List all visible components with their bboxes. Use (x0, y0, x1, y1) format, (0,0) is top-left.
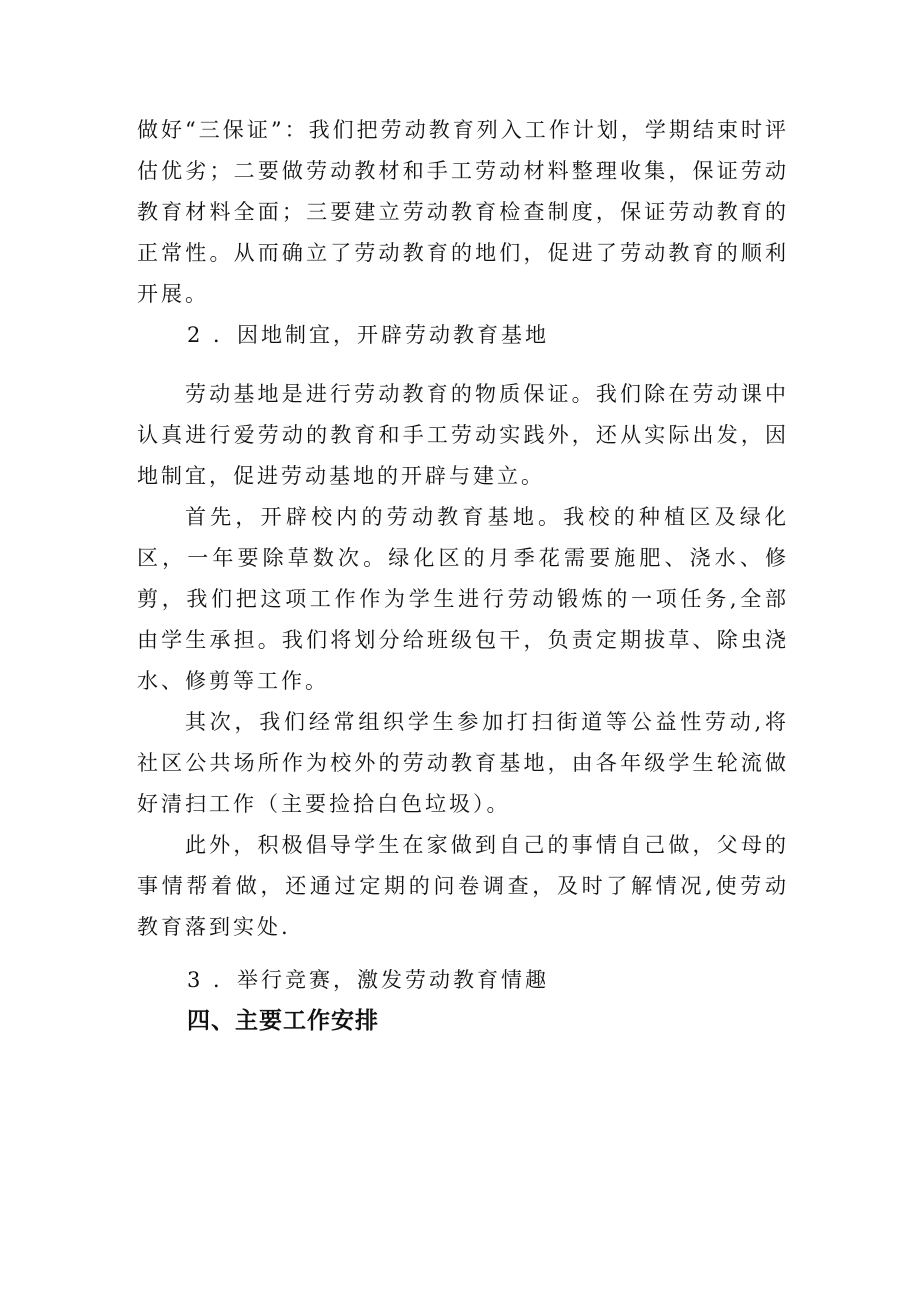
paragraph-first: 首先，开辟校内的劳动教育基地。我校的种植区及绿化区，一年要除草数次。绿化区的月季花需要施肥、浇水、修剪，我们把这项工作作为学生进行劳动锻炼的一项任务,全部由学生承担。我们将划分给班级包干，负责定期拔草、除虫浇水、修剪等工作。 (137, 505, 789, 693)
paragraph-labor-base: 劳动基地是进行劳动教育的物质保证。我们除在劳动课中认真进行爱劳动的教育和手工劳动实践外，还从实际出发，因地制宜，促进劳动基地的开辟与建立。 (137, 382, 789, 488)
paragraph-additionally: 此外，积极倡导学生在家做到自己的事情自己做，父母的事情帮着做，还通过定期的问卷调查，及时了解情况,使劳动教育落到实处. (137, 833, 789, 939)
section-heading: 四、主要工作安排 (187, 1008, 379, 1034)
item-heading-2: 2 ．因地制宜，开辟劳动教育基地 (187, 323, 550, 347)
item-heading-3: 3 ．举行竞赛，激发劳动教育情趣 (187, 968, 550, 992)
document-body (137, 110, 789, 1042)
paragraph-three-guarantees: 做好“三保证”：我们把劳动教育列入工作计划，学期结束时评估优劣；二要做劳动教材和手工劳动材料整理收集，保证劳动教育材料全面；三要建立劳动教育检查制度，保证劳动教育的正常性。从而确立了劳动教育的地们，促进了劳动教育的顺利开展。 (137, 118, 789, 306)
paragraph-second: 其次，我们经常组织学生参加打扫街道等公益性劳动,将社区公共场所作为校外的劳动教育基地，由各年级学生轮流做好清扫工作（主要捡拾白色垃圾）。 (137, 710, 789, 816)
